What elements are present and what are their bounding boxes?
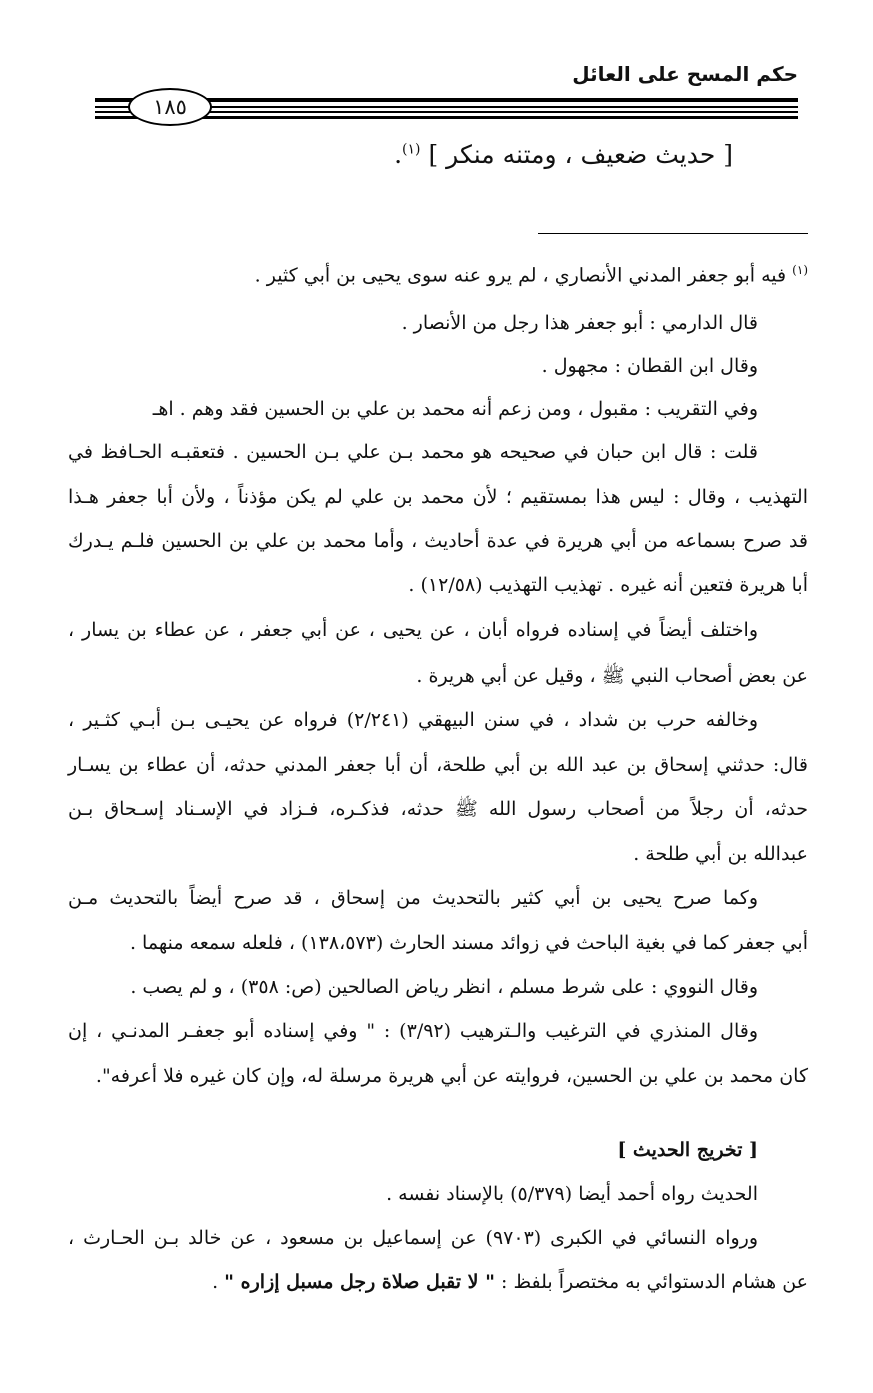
footnote-line (68, 258, 808, 287)
footnote-line: وقال النووي : على شرط مسلم ، انظر رياض الصالحين (ص: ٣٥٨) ، و لم يصب . (130, 976, 758, 998)
verdict-text: [ حديث ضعيف ، ومتنه منكر ] (428, 140, 733, 169)
footnote-line: كان محمد بن علي بن الحسين، فروايته عن أبي هريرة مرسلة له، وإن كان غيره فلا أعرفه". (95, 1065, 808, 1087)
footnote-line: عن بعض أصحاب النبي ﷺ ، وقيل عن أبي هريرة . (416, 665, 808, 687)
hadith-quote: " لا تقبل صلاة رجل مسبل إزاره " (224, 1271, 495, 1293)
takhrij-line: الحديث رواه أحمد أيضا (٥/٣٧٩) بالإسناد نفسه . (386, 1183, 758, 1205)
footnote-line: التهذيب ، وقال : ليس هذا بمستقيم ؛ لأن محمد بن علي لم يكن مؤذناً ، ولأن أبا جعفر هـذا (68, 486, 808, 508)
footnote-separator (538, 233, 808, 234)
hadith-verdict (233, 140, 733, 169)
footnote-line: وفي التقريب : مقبول ، ومن زعم أنه محمد بن علي بن الحسين فقد وهم . اهـ (152, 398, 758, 420)
takhrij-end: . (212, 1271, 225, 1293)
footnote-marker: (١) (792, 263, 808, 277)
footnote-line: قد صرح بسماعه من أبي هريرة في عدة أحاديث ، وأما محمد بن علي بن الحسين فلـم يـدرك (68, 530, 808, 552)
section-heading-takhrij: [ تخريج الحديث ] (617, 1139, 758, 1161)
footnote-line: قال الدارمي : أبو جعفر هذا رجل من الأنصار . (401, 312, 758, 334)
footnote-line: وخالفه حرب بن شداد ، في سنن البيهقي (٢/٢٤١) فرواه عن يحيـى بـن أبـي كثـير ، (68, 709, 758, 731)
footnote-line: وكما صرح يحيى بن أبي كثير بالتحديث من إسحاق ، قد صرح أيضاً بالتحديث مـن (68, 887, 758, 909)
footnote-line: قال: حدثني إسحاق بن عبد الله بن أبي طلحة، أن أبا جعفر المدني حدثه، أن عطاء بن يسـار (68, 754, 808, 776)
takhrij-text: عن هشام الدستوائي به مختصراً بلفظ : (494, 1271, 808, 1293)
footnote-line: حدثه، أن رجلاً من أصحاب رسول الله ﷺ حدثه، فذكـره، فـزاد في الإسـناد إسـحاق بـن (68, 798, 808, 820)
takhrij-line: ورواه النسائي في الكبرى (٩٧٠٣) عن إسماعيل بن مسعود ، عن خالد بـن الحـارث ، (68, 1227, 759, 1249)
footnote-text: فيه أبو جعفر المدني الأنصاري ، لم يرو عنه سوى يحيى بن أبي كثير . (254, 264, 787, 287)
verdict-end: . (394, 140, 403, 169)
footnote-ref: (١) (402, 141, 421, 158)
footnote-line: قلت : قال ابن حبان في صحيحه هو محمد بـن علي بـن الحسين . فتعقبـه الحـافظ في (68, 441, 758, 463)
running-header-title: حكم المسح على العائل (572, 62, 798, 86)
footnote-line: أبي جعفر كما في بغية الباحث في زوائد مسند الحارث (١٣٨،٥٧٣) ، فلعله سمعه منهما . (129, 932, 808, 954)
footnote-line: وقال ابن القطان : مجهول . (541, 355, 758, 377)
footnote-line: عبدالله بن أبي طلحة . (633, 843, 808, 865)
footnote-line: وقال المنذري في الترغيب والـترهيب (٣/٩٢) : " وفي إسناده أبو جعفـر المدنـي ، إن (68, 1020, 758, 1042)
takhrij-line (68, 1270, 808, 1294)
page-number: ١٨٥ (128, 88, 212, 126)
footnote-line: واختلف أيضاً في إسناده فرواه أبان ، عن يحيى ، عن أبي جعفر ، عن عطاء بن يسار ، (68, 619, 758, 641)
footnote-line: أبا هريرة فتعين أنه غيره . تهذيب التهذيب (١٢/٥٨) . (408, 574, 808, 596)
